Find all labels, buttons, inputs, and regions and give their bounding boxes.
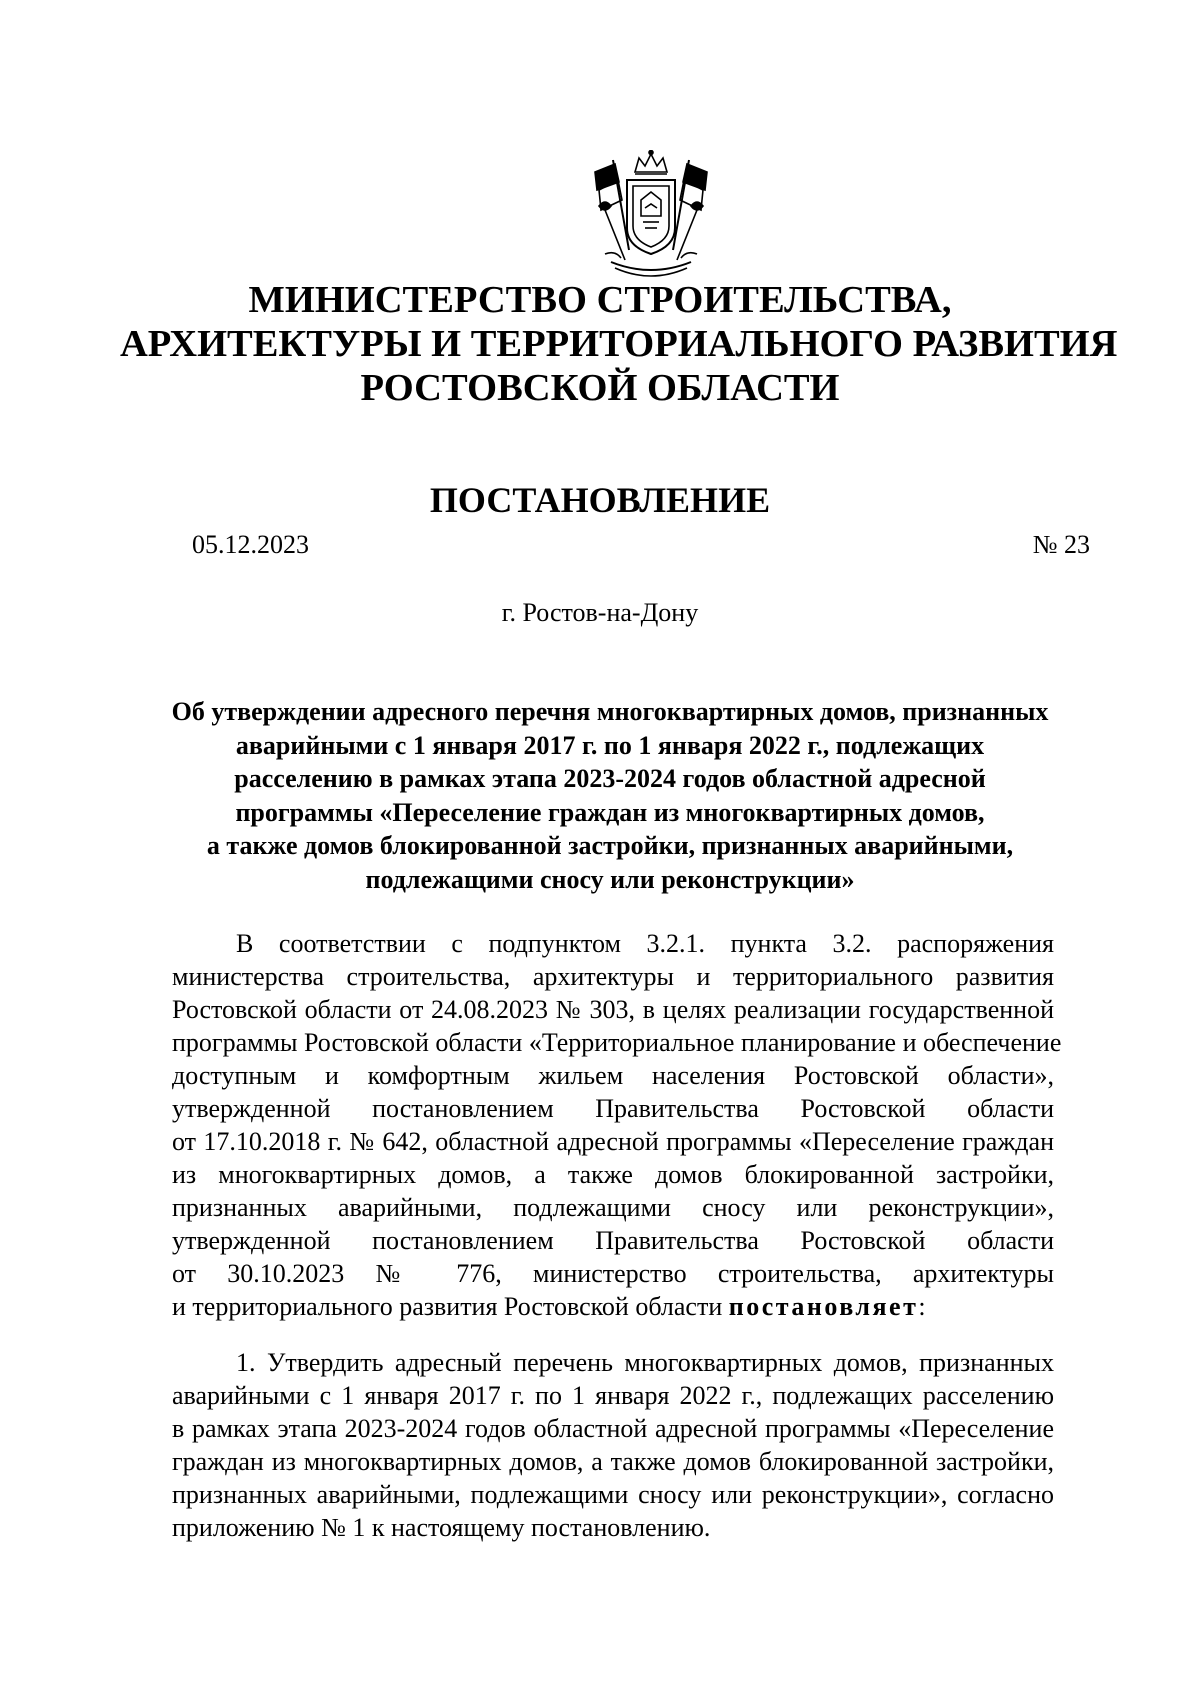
paragraph-line: В соответствии с подпунктом 3.2.1. пункта 3.2. распоряжения — [236, 929, 1054, 958]
coat-of-arms-icon — [585, 150, 717, 285]
paragraph-line: министерства строительства, архитектуры и территориального развития — [172, 962, 1054, 991]
paragraph-line: утвержденной постановлением Правительства Ростовской области — [172, 1226, 1054, 1255]
subject-line: Об утверждении адресного перечня многоквартирных домов, признанных — [171, 697, 1049, 726]
subject-line: программы «Переселение граждан из многоквартирных домов, — [235, 797, 985, 827]
document-date: 05.12.2023 — [192, 530, 309, 559]
paragraph-line: утвержденной постановлением Правительства Ростовской области — [172, 1094, 1054, 1123]
paragraph-line: от 30.10.2023 № 776, министерство строительства, архитектуры — [172, 1259, 1054, 1288]
ministry-title-line: МИНИСТЕРСТВО СТРОИТЕЛЬСТВА, — [248, 279, 952, 321]
paragraph-line — [172, 1290, 1054, 1323]
paragraph-line: аварийными с 1 января 2017 г. по 1 января 2022 г., подлежащих расселению — [172, 1381, 1054, 1410]
paragraph-line: признанных аварийными, подлежащими сносу или реконструкции», согласно — [172, 1480, 1054, 1509]
document-subject — [150, 695, 1070, 896]
decree-colon: : — [918, 1292, 926, 1321]
subject-line: а также домов блокированной застройки, признанных аварийными, — [206, 831, 1014, 860]
ministry-title-line: РОСТОВСКОЙ ОБЛАСТИ — [360, 367, 840, 409]
ministry-title-line: АРХИТЕКТУРЫ И ТЕРРИТОРИАЛЬНОГО РАЗВИТИЯ — [120, 323, 1118, 365]
decree-word: постановляет — [728, 1292, 919, 1321]
subject-line: аварийными с 1 января 2017 г. по 1 января 2022 г., подлежащих — [235, 730, 985, 760]
paragraph-line: граждан из многоквартирных домов, а также домов блокированной застройки, — [172, 1447, 1054, 1476]
paragraph-line: 1. Утвердить адресный перечень многоквартирных домов, признанных — [236, 1348, 1054, 1377]
preamble-paragraph — [172, 927, 1062, 1323]
ministry-title — [120, 278, 1118, 410]
paragraph-line: приложению № 1 к настоящему постановлению. — [172, 1513, 711, 1542]
document-type-heading: ПОСТАНОВЛЕНИЕ — [429, 480, 771, 520]
paragraph-line: в рамках этапа 2023-2024 годов областной адресной программы «Переселение — [172, 1414, 1054, 1443]
paragraph-line: программы Ростовской области «Территориальное планирование и обеспечение — [172, 1028, 1062, 1057]
document-city: г. Ростов-на-Дону — [501, 598, 699, 627]
paragraph-line: признанных аварийными, подлежащими сносу или реконструкции», — [172, 1193, 1054, 1222]
paragraph-line: от 17.10.2018 г. № 642, областной адресной программы «Переселение граждан — [172, 1127, 1054, 1156]
document-number: № 23 — [1032, 530, 1090, 559]
paragraph-line: из многоквартирных домов, а также домов блокированной застройки, — [172, 1160, 1054, 1189]
paragraph-line: Ростовской области от 24.08.2023 № 303, в целях реализации государственной — [172, 995, 1054, 1024]
paragraph-line-text: и территориального развития Ростовской области — [172, 1292, 723, 1321]
subject-line: расселению в рамках этапа 2023-2024 годов областной адресной — [234, 764, 986, 793]
paragraph-line: доступным и комфортным жильем населения Ростовской области», — [172, 1061, 1054, 1090]
subject-line: подлежащими сносу или реконструкции» — [365, 864, 855, 894]
point-1-paragraph — [172, 1346, 1054, 1544]
